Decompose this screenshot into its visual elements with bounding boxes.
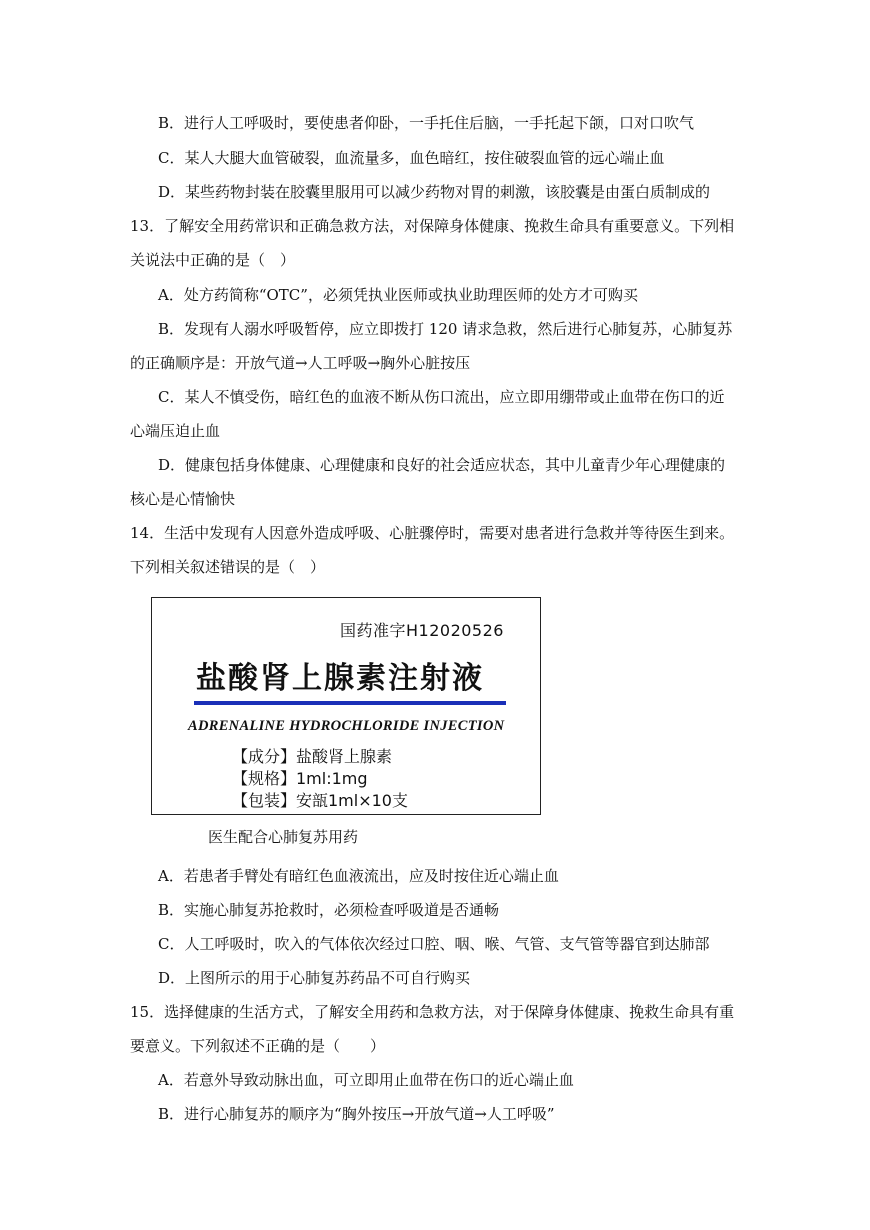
drug-ingredient: 【成分】盐酸肾上腺素 — [232, 747, 393, 766]
q15-stem-line1: 15．选择健康的生活方式，了解安全用药和急救方法，对于保障身体健康、挽救生命具有重 — [130, 1003, 735, 1021]
q15-option-b: B．进行心肺复苏的顺序为“胸外按压→开放气道→人工呼吸” — [158, 1105, 555, 1123]
q14-option-c: C．人工呼吸时，吹入的气体依次经过口腔、咽、喉、气管、支气管等器官到达肺部 — [158, 935, 710, 953]
option-b-prev: B．进行人工呼吸时，要使患者仰卧，一手托住后脑，一手托起下颌，口对口吹气 — [158, 114, 695, 132]
q13-option-c-line1: C．某人不慎受伤，暗红色的血液不断从伤口流出，应立即用绷带或止血带在伤口的近 — [158, 388, 725, 406]
q13-stem-line2: 关说法中正确的是（ ） — [130, 251, 296, 269]
q14-stem-line1: 14．生活中发现有人因意外造成呼吸、心脏骤停时，需要对患者进行急救并等待医生到来。 — [130, 524, 735, 542]
figure-caption: 医生配合心肺复苏用药 — [208, 828, 359, 846]
approval-number: 国药准字H12020526 — [340, 621, 504, 640]
drug-name-chinese: 盐酸肾上腺素注射液 — [196, 661, 484, 696]
q14-option-b: B．实施心肺复苏抢救时，必须检查呼吸道是否通畅 — [158, 901, 500, 919]
q14-stem-line2: 下列相关叙述错误的是（ ） — [130, 558, 326, 576]
q13-option-a: A．处方药简称“OTC”，必须凭执业医师或执业助理医师的处方才可购买 — [158, 286, 638, 304]
drug-name-english: ADRENALINE HYDROCHLORIDE INJECTION — [188, 718, 505, 734]
q13-option-d-line2: 核心是心情愉快 — [130, 490, 236, 508]
q13-option-b-line1: B．发现有人溺水呼吸暂停，应立即拨打 120 请求急救，然后进行心肺复苏，心肺复苏 — [158, 320, 733, 338]
option-c-prev: C．某人大腿大血管破裂，血流量多，血色暗红，按住破裂血管的远心端止血 — [158, 149, 665, 167]
drug-label-figure — [151, 597, 541, 815]
q13-stem-line1: 13．了解安全用药常识和正确急救方法，对保障身体健康、挽救生命具有重要意义。下列相 — [130, 217, 735, 235]
q13-option-c-line2: 心端压迫止血 — [130, 422, 221, 440]
drug-spec: 【规格】1ml:1mg — [232, 769, 368, 788]
q15-stem-line2: 要意义。下列叙述不正确的是（ ） — [130, 1037, 386, 1055]
q13-option-b-line2: 的正确顺序是：开放气道→人工呼吸→胸外心脏按压 — [130, 354, 471, 372]
q15-option-a: A．若意外导致动脉出血，可立即用止血带在伤口的近心端止血 — [158, 1071, 574, 1089]
q14-option-d: D．上图所示的用于心肺复苏药品不可自行购买 — [158, 969, 471, 987]
title-underline — [194, 701, 506, 705]
q14-option-a: A．若患者手臂处有暗红色血液流出，应及时按住近心端止血 — [158, 867, 559, 885]
option-d-prev: D．某些药物封装在胶囊里服用可以减少药物对胃的刺激，该胶囊是由蛋白质制成的 — [158, 183, 711, 201]
drug-package: 【包装】安瓿1ml×10支 — [232, 791, 408, 810]
q13-option-d-line1: D．健康包括身体健康、心理健康和良好的社会适应状态，其中儿童青少年心理健康的 — [158, 456, 726, 474]
